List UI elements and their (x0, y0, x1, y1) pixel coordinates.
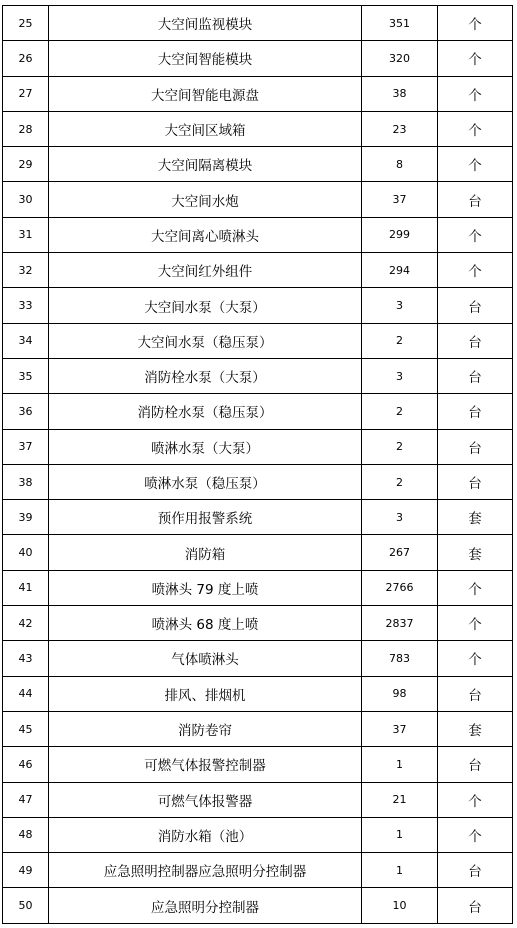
row-number-cell: 33 (3, 288, 49, 323)
row-number-cell: 31 (3, 217, 49, 252)
unit-cell: 台 (438, 358, 513, 393)
unit-cell: 个 (438, 606, 513, 641)
item-name-cell: 应急照明分控制器 (49, 888, 362, 923)
unit-cell: 套 (438, 711, 513, 746)
unit-cell: 个 (438, 641, 513, 676)
item-name-cell: 喷淋水泵（大泵） (49, 429, 362, 464)
table-row (3, 747, 513, 782)
table-row (3, 853, 513, 888)
item-name-cell: 大空间智能模块 (49, 41, 362, 76)
unit-cell: 套 (438, 500, 513, 535)
item-name-cell: 消防箱 (49, 535, 362, 570)
unit-cell: 台 (438, 288, 513, 323)
unit-cell: 个 (438, 147, 513, 182)
table-row (3, 182, 513, 217)
row-number-cell: 46 (3, 747, 49, 782)
item-name-cell: 大空间红外组件 (49, 253, 362, 288)
row-number-cell: 49 (3, 853, 49, 888)
item-name-cell: 大空间智能电源盘 (49, 76, 362, 111)
row-number-cell: 50 (3, 888, 49, 923)
item-name-cell: 预作用报警系统 (49, 500, 362, 535)
item-name-cell: 大空间水泵（大泵） (49, 288, 362, 323)
table-row (3, 888, 513, 923)
table-row (3, 535, 513, 570)
unit-cell: 套 (438, 535, 513, 570)
table-row (3, 782, 513, 817)
item-name-cell: 大空间水炮 (49, 182, 362, 217)
row-number-cell: 45 (3, 711, 49, 746)
quantity-cell: 351 (362, 6, 438, 41)
unit-cell: 台 (438, 429, 513, 464)
row-number-cell: 43 (3, 641, 49, 676)
row-number-cell: 29 (3, 147, 49, 182)
quantity-cell: 38 (362, 76, 438, 111)
quantity-cell: 299 (362, 217, 438, 252)
unit-cell: 台 (438, 853, 513, 888)
table-row (3, 817, 513, 852)
row-number-cell: 40 (3, 535, 49, 570)
quantity-cell: 2 (362, 323, 438, 358)
unit-cell: 个 (438, 570, 513, 605)
item-name-cell: 喷淋头 79 度上喷 (49, 570, 362, 605)
table-row (3, 76, 513, 111)
quantity-cell: 294 (362, 253, 438, 288)
item-name-cell: 喷淋水泵（稳压泵） (49, 464, 362, 499)
unit-cell: 个 (438, 253, 513, 288)
table-row (3, 394, 513, 429)
table-row (3, 711, 513, 746)
row-number-cell: 47 (3, 782, 49, 817)
table-row (3, 606, 513, 641)
unit-cell: 台 (438, 182, 513, 217)
unit-cell: 台 (438, 676, 513, 711)
quantity-cell: 21 (362, 782, 438, 817)
row-number-cell: 35 (3, 358, 49, 393)
table-row (3, 6, 513, 41)
equipment-table-body (3, 6, 513, 924)
row-number-cell: 42 (3, 606, 49, 641)
table-row (3, 217, 513, 252)
quantity-cell: 23 (362, 111, 438, 146)
table-row (3, 147, 513, 182)
quantity-cell: 3 (362, 288, 438, 323)
quantity-cell: 2 (362, 464, 438, 499)
quantity-cell: 3 (362, 500, 438, 535)
row-number-cell: 30 (3, 182, 49, 217)
unit-cell: 台 (438, 394, 513, 429)
table-row (3, 464, 513, 499)
item-name-cell: 可燃气体报警器 (49, 782, 362, 817)
item-name-cell: 消防水箱（池） (49, 817, 362, 852)
table-row (3, 358, 513, 393)
item-name-cell: 大空间水泵（稳压泵） (49, 323, 362, 358)
quantity-cell: 267 (362, 535, 438, 570)
unit-cell: 台 (438, 323, 513, 358)
item-name-cell: 大空间离心喷淋头 (49, 217, 362, 252)
item-name-cell: 应急照明控制器应急照明分控制器 (49, 853, 362, 888)
table-row (3, 676, 513, 711)
unit-cell: 个 (438, 782, 513, 817)
item-name-cell: 大空间区域箱 (49, 111, 362, 146)
table-row (3, 500, 513, 535)
unit-cell: 个 (438, 817, 513, 852)
item-name-cell: 大空间隔离模块 (49, 147, 362, 182)
unit-cell: 个 (438, 76, 513, 111)
item-name-cell: 消防栓水泵（稳压泵） (49, 394, 362, 429)
row-number-cell: 27 (3, 76, 49, 111)
row-number-cell: 37 (3, 429, 49, 464)
item-name-cell: 喷淋头 68 度上喷 (49, 606, 362, 641)
row-number-cell: 44 (3, 676, 49, 711)
equipment-table (2, 5, 513, 924)
item-name-cell: 可燃气体报警控制器 (49, 747, 362, 782)
row-number-cell: 36 (3, 394, 49, 429)
quantity-cell: 320 (362, 41, 438, 76)
quantity-cell: 37 (362, 182, 438, 217)
quantity-cell: 2766 (362, 570, 438, 605)
unit-cell: 个 (438, 217, 513, 252)
quantity-cell: 37 (362, 711, 438, 746)
quantity-cell: 98 (362, 676, 438, 711)
table-row (3, 41, 513, 76)
row-number-cell: 41 (3, 570, 49, 605)
quantity-cell: 10 (362, 888, 438, 923)
table-row (3, 111, 513, 146)
quantity-cell: 1 (362, 747, 438, 782)
unit-cell: 台 (438, 464, 513, 499)
row-number-cell: 25 (3, 6, 49, 41)
item-name-cell: 消防栓水泵（大泵） (49, 358, 362, 393)
quantity-cell: 2 (362, 394, 438, 429)
quantity-cell: 2837 (362, 606, 438, 641)
quantity-cell: 1 (362, 853, 438, 888)
row-number-cell: 34 (3, 323, 49, 358)
row-number-cell: 26 (3, 41, 49, 76)
table-row (3, 429, 513, 464)
unit-cell: 个 (438, 6, 513, 41)
table-row (3, 323, 513, 358)
quantity-cell: 3 (362, 358, 438, 393)
row-number-cell: 48 (3, 817, 49, 852)
quantity-cell: 783 (362, 641, 438, 676)
quantity-cell: 2 (362, 429, 438, 464)
quantity-cell: 8 (362, 147, 438, 182)
table-row (3, 288, 513, 323)
item-name-cell: 气体喷淋头 (49, 641, 362, 676)
row-number-cell: 39 (3, 500, 49, 535)
unit-cell: 台 (438, 747, 513, 782)
item-name-cell: 消防卷帘 (49, 711, 362, 746)
table-row (3, 641, 513, 676)
unit-cell: 个 (438, 111, 513, 146)
row-number-cell: 32 (3, 253, 49, 288)
unit-cell: 台 (438, 888, 513, 923)
quantity-cell: 1 (362, 817, 438, 852)
item-name-cell: 排风、排烟机 (49, 676, 362, 711)
table-row (3, 570, 513, 605)
row-number-cell: 28 (3, 111, 49, 146)
row-number-cell: 38 (3, 464, 49, 499)
table-row (3, 253, 513, 288)
item-name-cell: 大空间监视模块 (49, 6, 362, 41)
unit-cell: 个 (438, 41, 513, 76)
